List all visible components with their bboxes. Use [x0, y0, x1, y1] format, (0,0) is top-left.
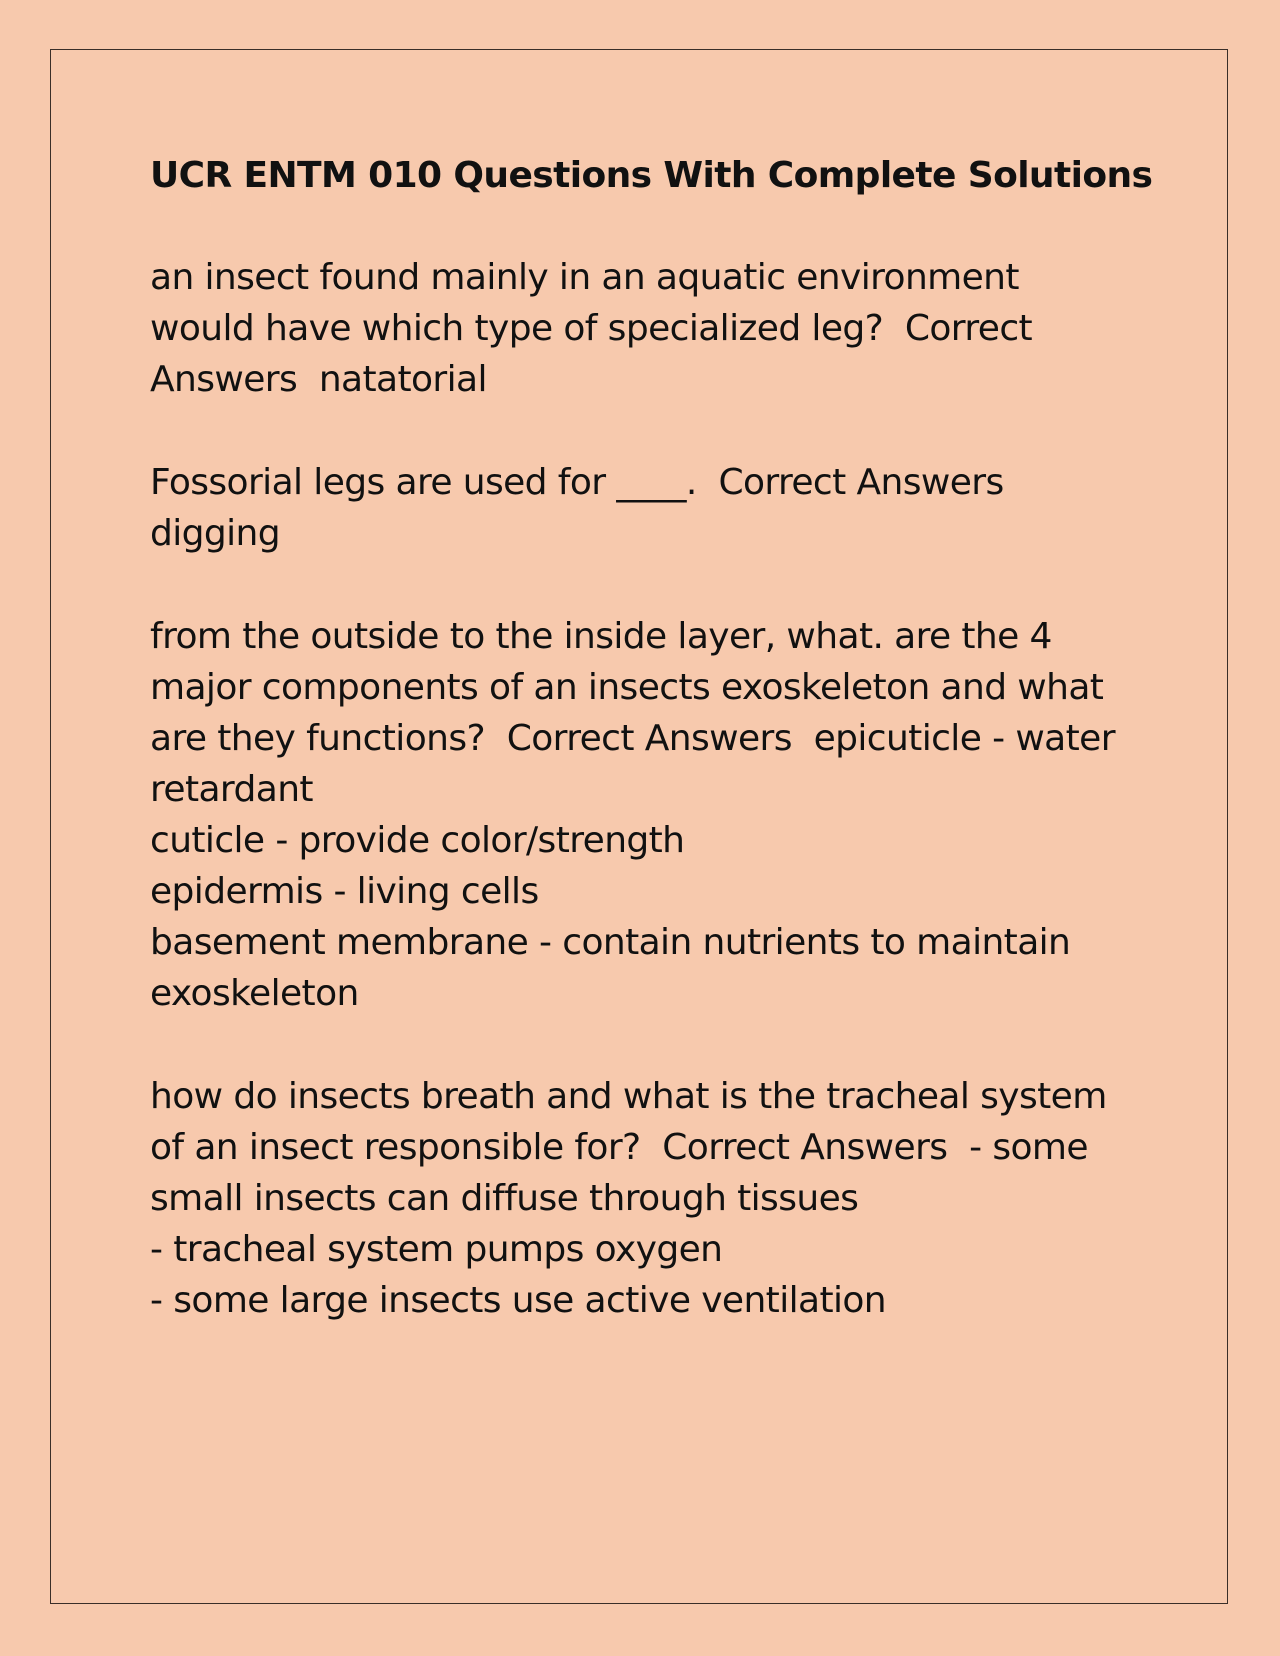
qa-line: major components of an insects exoskeleton and what [150, 667, 1104, 708]
qa-line: basement membrane - contain nutrients to maintain [150, 922, 1071, 963]
qa-line: exoskeleton [150, 973, 359, 1014]
qa-line: cuticle - provide color/strength [150, 820, 685, 861]
qa-line: Answers natatorial [150, 359, 487, 400]
qa-entry-4 [150, 1071, 1140, 1326]
qa-line: small insects can diffuse through tissues [150, 1178, 859, 1219]
qa-line: - some large insects use active ventilation [150, 1280, 887, 1321]
qa-line: retardant [150, 769, 313, 810]
qa-line: epidermis - living cells [150, 871, 539, 912]
qa-line: digging [150, 513, 281, 554]
qa-line: would have which type of specialized leg? Correct [150, 308, 1033, 349]
qa-line: from the outside to the inside layer, what. are the 4 [150, 616, 1052, 657]
qa-line: are they functions? Correct Answers epicuticle - water [150, 718, 1115, 759]
qa-line: Fossorial legs are used for ____. Correct Answers [150, 462, 1004, 503]
qa-entry-1 [150, 252, 1140, 405]
qa-line: an insect found mainly in an aquatic environment [150, 257, 1019, 298]
qa-line: - tracheal system pumps oxygen [150, 1229, 723, 1270]
qa-entry-3 [150, 611, 1140, 1019]
qa-line: of an insect responsible for? Correct Answers - some [150, 1127, 1088, 1168]
qa-entry-2 [150, 457, 1140, 559]
document-title: UCR ENTM 010 Questions With Complete Solutions [150, 155, 1153, 196]
qa-line: how do insects breath and what is the tracheal system [150, 1076, 1107, 1117]
document-body [150, 150, 1153, 1378]
